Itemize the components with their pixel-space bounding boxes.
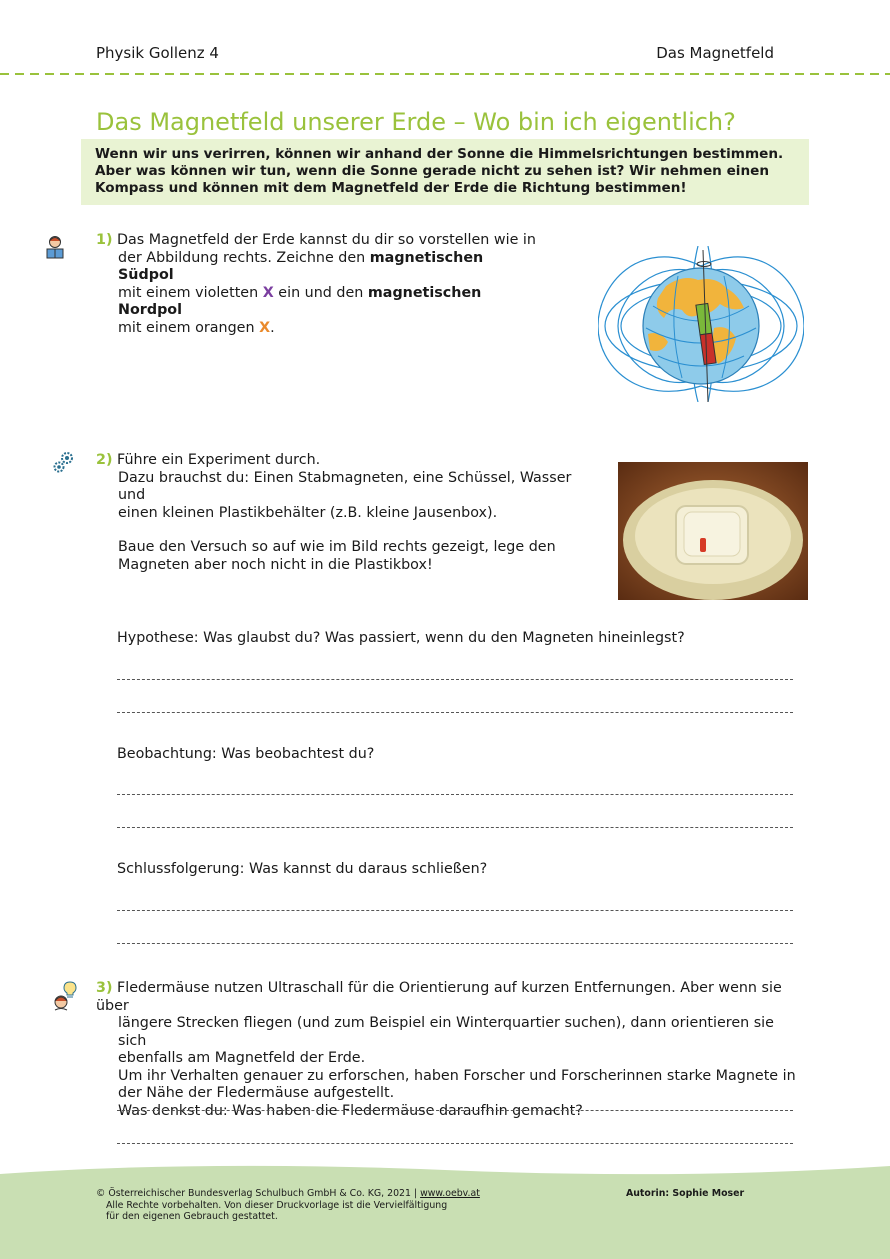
task-3-answer-line-2[interactable] xyxy=(117,1143,793,1144)
task-1 xyxy=(96,232,536,337)
conclusion-answer-line-2[interactable] xyxy=(117,943,793,944)
earth-magnetic-field-illustration xyxy=(598,246,804,402)
gears-icon xyxy=(52,450,76,474)
south-pole-label: magnetischen Südpol xyxy=(118,249,484,283)
footer-copyright xyxy=(96,1188,480,1223)
hypothesis-answer-line-1[interactable] xyxy=(117,679,793,680)
task-2-line-1: Führe ein Experiment durch. xyxy=(117,452,321,468)
task-2-number: 2) xyxy=(96,452,113,468)
task-3-line-1: Fledermäuse nutzen Ultraschall für die Orientierung auf kurzen Entfernungen. Aber wenn sie über xyxy=(96,980,782,1014)
task-3-line-2: längere Strecken fliegen (und zum Beispiel ein Winterquartier suchen), dann orientieren sie sich xyxy=(118,1015,774,1049)
page-title: Das Magnetfeld unserer Erde – Wo bin ich eigentlich? xyxy=(96,108,736,136)
rights-line-2: für den eigenen Gebrauch gestattet. xyxy=(106,1211,278,1222)
observation-answer-line-1[interactable] xyxy=(117,794,793,795)
task-3-answer-line-1[interactable] xyxy=(117,1110,793,1111)
task-2-line-2: Dazu brauchst du: Einen Stabmagneten, eine Schüssel, Wasser und xyxy=(118,469,572,503)
copyright-text: © Österreichischer Bundesverlag Schulbuch GmbH & Co. KG, 2021 | xyxy=(96,1188,421,1199)
task-2-line-4: Baue den Versuch so auf wie im Bild rechts gezeigt, lege den xyxy=(118,539,556,555)
task-3-line-4: Um ihr Verhalten genauer zu erforschen, haben Forscher und Forscherinnen starke Magnete in xyxy=(118,1067,796,1084)
bowl-experiment-photo xyxy=(618,462,808,600)
task-3-line-3: ebenfalls am Magnetfeld der Erde. xyxy=(118,1050,366,1066)
task-3-number: 3) xyxy=(96,980,113,996)
rights-line-1: Alle Rechte vorbehalten. Von dieser Druckvorlage ist die Vervielfältigung xyxy=(106,1199,448,1211)
reading-student-icon xyxy=(44,234,66,260)
task-1-text-c: mit einem violetten xyxy=(118,284,259,301)
task-2 xyxy=(96,452,596,574)
hypothesis-answer-line-2[interactable] xyxy=(117,712,793,713)
idea-student-icon xyxy=(52,980,80,1012)
task-1-text-a: Das Magnetfeld der Erde kannst du dir so vorstellen wie in xyxy=(117,232,536,248)
task-1-text-b: der Abbildung rechts. Zeichne den xyxy=(118,249,366,266)
task-3-line-5: der Nähe der Fledermäuse aufgestellt. xyxy=(118,1085,395,1101)
task-2-line-5: Magneten aber noch nicht in die Plastikbox! xyxy=(118,556,433,573)
conclusion-question: Schlussfolgerung: Was kannst du daraus schließen? xyxy=(117,861,488,877)
intro-box: Wenn wir uns verirren, können wir anhand der Sonne die Himmelsrichtungen bestimmen. Aber was können wir tun, wenn die Sonne gerade nicht zu sehen ist? Wir nehmen einen Kompass und können mit dem Magnetfeld der Erde die Richtung bestimmen! xyxy=(81,139,809,205)
conclusion-answer-line-1[interactable] xyxy=(117,910,793,911)
footer-author: Autorin: Sophie Moser xyxy=(626,1188,745,1199)
task-1-text-f: . xyxy=(270,319,275,336)
task-1-text-d: ein und den xyxy=(278,284,364,301)
orange-x-mark: X xyxy=(259,319,271,336)
north-pole-label: magnetischen Nordpol xyxy=(118,284,482,318)
task-3 xyxy=(96,980,796,1120)
header-subject: Physik Gollenz 4 xyxy=(96,44,219,62)
observation-question: Beobachtung: Was beobachtest du? xyxy=(117,746,375,762)
task-1-text-e: mit einem orangen xyxy=(118,319,255,336)
header-divider xyxy=(0,70,890,78)
task-2-line-3: einen kleinen Plastikbehälter (z.B. kleine Jausenbox). xyxy=(118,504,498,521)
violet-x-mark: X xyxy=(262,284,274,301)
task-3-line-6: Was denkst du: Was haben die Fledermäuse daraufhin gemacht? xyxy=(118,1102,583,1119)
header-topic: Das Magnetfeld xyxy=(656,44,774,62)
task-1-number: 1) xyxy=(96,232,113,248)
hypothesis-question: Hypothese: Was glaubst du? Was passiert, wenn du den Magneten hineinlegst? xyxy=(117,630,685,646)
observation-answer-line-2[interactable] xyxy=(117,827,793,828)
publisher-link[interactable]: www.oebv.at xyxy=(420,1188,480,1199)
